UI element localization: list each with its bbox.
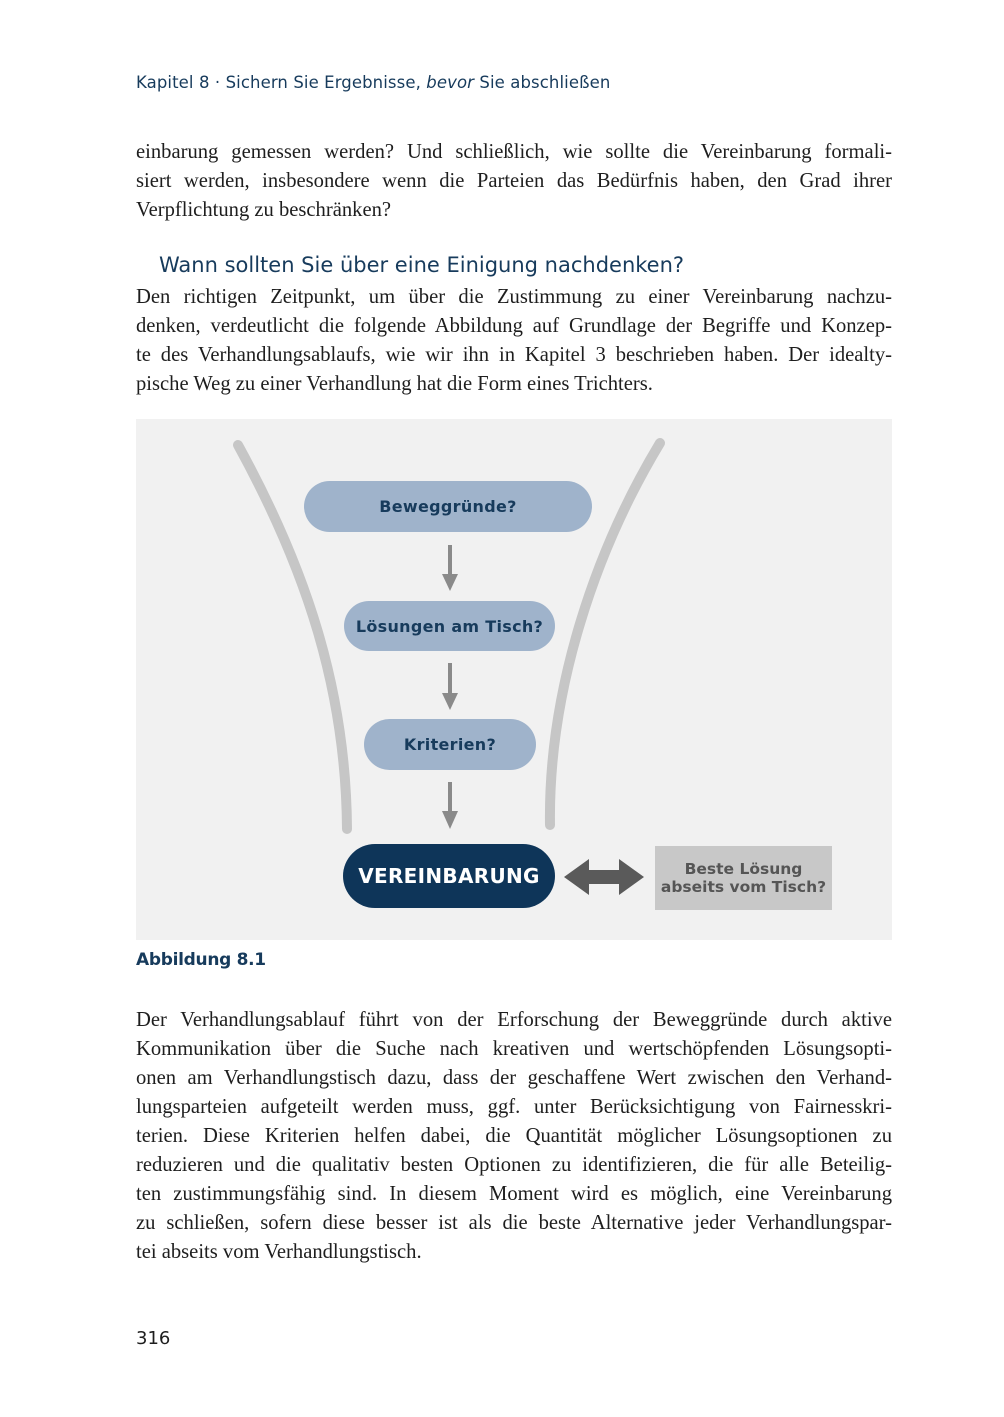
paragraph-process bbox=[136, 1006, 892, 1267]
paragraph-timing bbox=[136, 283, 892, 399]
alternative-line: Beste Lösung bbox=[684, 860, 803, 878]
step-criteria: Kriterien? bbox=[364, 719, 536, 770]
paragraph-line: pische Weg zu einer Verhandlung hat die Form eines Trichters. bbox=[136, 373, 653, 395]
result-agreement: VEREINBARUNG bbox=[343, 844, 555, 908]
running-head bbox=[136, 73, 610, 92]
flow-arrow-1 bbox=[442, 545, 458, 591]
paragraph-line: tei abseits vom Verhandlungstisch. bbox=[136, 1241, 422, 1263]
paragraph-line: Der Verhandlungsablauf führt von der Erforschung der Beweggründe durch aktive bbox=[136, 1009, 892, 1031]
step-solutions: Lösungen am Tisch? bbox=[344, 601, 555, 651]
paragraph-line: Den richtigen Zeitpunkt, um über die Zustimmung zu einer Vereinbarung nachzu- bbox=[136, 286, 892, 308]
best-alternative-box bbox=[655, 846, 832, 910]
paragraph-line: denken, verdeutlicht die folgende Abbildung auf Grundlage der Begriffe und Konzep- bbox=[136, 315, 892, 337]
paragraph-intro bbox=[136, 138, 892, 225]
paragraph-line: Kommunikation über die Suche nach kreativen und wertschöpfenden Lösungsopti- bbox=[136, 1038, 892, 1060]
flow-arrow-3 bbox=[442, 782, 458, 829]
paragraph-line: siert werden, insbesondere wenn die Parteien das Bedürfnis haben, den Grad ihrer bbox=[136, 170, 892, 192]
page-number: 316 bbox=[136, 1328, 171, 1349]
paragraph-line: onen am Verhandlungstisch dazu, dass der geschaffene Wert zwischen den Verhand- bbox=[136, 1067, 892, 1089]
funnel-figure bbox=[136, 419, 892, 940]
step-motives: Beweggründe? bbox=[304, 481, 592, 532]
double-arrow bbox=[564, 859, 644, 895]
paragraph-line: ten zustimmungsfähig sind. In diesem Moment wird es möglich, eine Vereinbarung bbox=[136, 1183, 892, 1205]
paragraph-line: zu schließen, sofern diese besser ist als die beste Alternative jeder Verhandlungspar- bbox=[136, 1212, 892, 1234]
running-head-suffix: Sie abschließen bbox=[474, 73, 611, 92]
alternative-line: abseits vom Tisch? bbox=[660, 878, 827, 896]
paragraph-line: einbarung gemessen werden? Und schließlich, wie sollte die Vereinbarung formali- bbox=[136, 141, 892, 163]
paragraph-line: lungsparteien aufgeteilt werden muss, ggf. unter Berücksichtigung von Fairnesskri- bbox=[136, 1096, 892, 1118]
section-heading: Wann sollten Sie über eine Einigung nachdenken? bbox=[159, 253, 685, 277]
paragraph-line: Verpflichtung zu beschränken? bbox=[136, 199, 392, 221]
running-head-emphasis: bevor bbox=[426, 73, 475, 92]
figure-caption: Abbildung 8.1 bbox=[136, 950, 266, 970]
flow-arrow-2 bbox=[442, 663, 458, 710]
paragraph-line: reduzieren und die qualitativ besten Optionen zu identifizieren, die für alle Beteilig- bbox=[136, 1154, 892, 1176]
running-head-prefix: Kapitel 8 · Sichern Sie Ergebnisse, bbox=[136, 73, 427, 92]
paragraph-line: te des Verhandlungsablaufs, wie wir ihn in Kapitel 3 beschrieben haben. Der idealty- bbox=[136, 344, 892, 366]
paragraph-line: terien. Diese Kriterien helfen dabei, die Quantität möglicher Lösungsoptionen zu bbox=[136, 1125, 892, 1147]
